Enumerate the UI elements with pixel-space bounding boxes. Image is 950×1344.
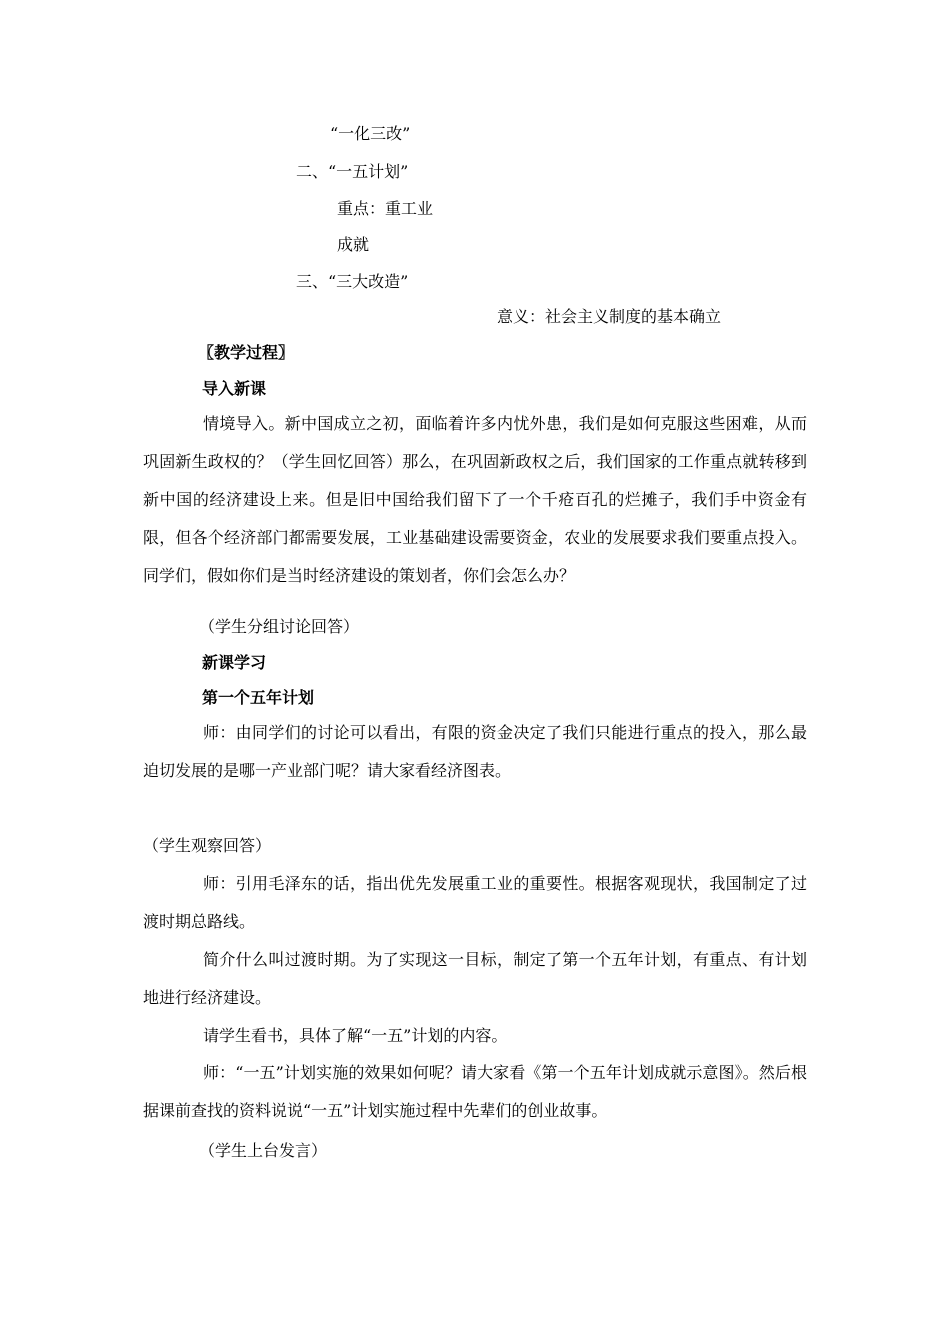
- outline-section-3-significance: 意义：社会主义制度的基本确立: [497, 307, 722, 326]
- outline-section-2-achievement: 成就: [337, 235, 370, 254]
- outline-section-2-focus: 重点：重工业: [337, 199, 434, 218]
- paragraph-teacher-discussion: 师：由同学们的讨论可以看出，有限的资金决定了我们只能进行重点的投入，那么最迫切发展的是哪一产业部门呢？请大家看经济图表。: [143, 723, 807, 780]
- outline-section-2: 二、“一五计划”: [296, 162, 409, 181]
- heading-intro: 导入新课: [202, 379, 267, 398]
- paragraph-plan-effect: 师：“一五”计划实施的效果如何呢？请大家看《第一个五年计划成就示意图》。然后根据课前查找的资料说说“一五”计划实施过程中先辈们的创业故事。: [143, 1063, 807, 1120]
- outline-yihua-sangai: “一化三改”: [330, 124, 411, 143]
- heading-new-lesson: 新课学习: [202, 653, 267, 672]
- note-student-speech: （学生上台发言）: [199, 1141, 328, 1160]
- heading-teaching-process: 〖教学过程〗: [198, 343, 295, 362]
- paragraph-mao-quote: 师：引用毛泽东的话，指出优先发展重工业的重要性。根据客观现状，我国制定了过渡时期总路线。: [143, 874, 807, 931]
- paragraph-read-book: 请学生看书，具体了解“一五”计划的内容。: [203, 1026, 508, 1045]
- paragraph-transition-period: 简介什么叫过渡时期。为了实现这一目标，制定了第一个五年计划，有重点、有计划地进行经济建设。: [143, 950, 807, 1007]
- heading-first-five-year-plan: 第一个五年计划: [202, 688, 315, 707]
- outline-section-3: 三、“三大改造”: [296, 272, 409, 291]
- note-observe-answer: （学生观察回答）: [143, 836, 272, 855]
- note-group-discussion: （学生分组讨论回答）: [199, 617, 360, 636]
- paragraph-intro: 情境导入。新中国成立之初，面临着许多内忧外患，我们是如何克服这些困难，从而巩固新生政权的？（学生回忆回答）那么，在巩固新政权之后，我们国家的工作重点就转移到新中国的经济建设上来。但是旧中国给我们留下了一个千疮百孔的烂摊子，我们手中资金有限，但各个经济部门都需要发展，工业基础建设需要资金，农业的发展要求我们要重点投入。同学们，假如你们是当时经济建设的策划者，你们会怎么办？: [143, 414, 807, 585]
